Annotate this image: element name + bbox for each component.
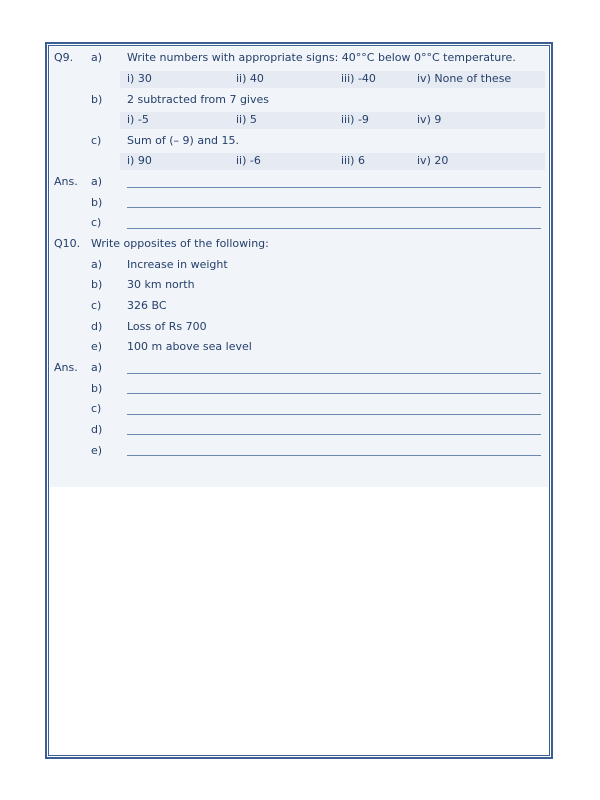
- option-row-band: [120, 112, 545, 129]
- option: i) 90: [127, 154, 152, 167]
- sub-question-text: 326 BC: [127, 299, 167, 312]
- sub-question-letter: d): [91, 320, 103, 333]
- option: ii) -6: [236, 154, 261, 167]
- answer-letter: c): [91, 216, 102, 229]
- option: iv) 9: [417, 113, 442, 126]
- option: iii) 6: [341, 154, 365, 167]
- answer-label: Ans.: [54, 361, 78, 374]
- sub-question-text: Sum of (– 9) and 15.: [127, 134, 240, 147]
- option: ii) 40: [236, 72, 264, 85]
- sub-question-text: Write numbers with appropriate signs: 40°°C below 0°°C temperature.: [127, 51, 516, 64]
- answer-letter: b): [91, 382, 103, 395]
- answer-line[interactable]: [127, 228, 541, 229]
- answer-letter: b): [91, 196, 103, 209]
- option: i) -5: [127, 113, 149, 126]
- sub-question-text: 100 m above sea level: [127, 340, 252, 353]
- sub-question-letter: c): [91, 299, 102, 312]
- option-row-band: [120, 153, 545, 170]
- option: iv) None of these: [417, 72, 512, 85]
- answer-letter: a): [91, 361, 103, 374]
- sub-question-text: Increase in weight: [127, 258, 228, 271]
- question-number-q10: Q10.: [54, 237, 81, 250]
- answer-letter: a): [91, 175, 103, 188]
- sub-question-letter: b): [91, 93, 103, 106]
- sub-question-text: 30 km north: [127, 278, 195, 291]
- question-number-q9: Q9.: [54, 51, 74, 64]
- sub-question-text: 2 subtracted from 7 gives: [127, 93, 270, 106]
- option: i) 30: [127, 72, 152, 85]
- sub-question-text: Loss of Rs 700: [127, 320, 207, 333]
- sub-question-letter: a): [91, 51, 103, 64]
- answer-line[interactable]: [127, 393, 541, 394]
- question-instruction: Write opposites of the following:: [91, 237, 269, 250]
- answer-label: Ans.: [54, 175, 78, 188]
- option: iii) -9: [341, 113, 369, 126]
- sub-question-letter: e): [91, 340, 103, 353]
- sub-question-letter: c): [91, 134, 102, 147]
- answer-line[interactable]: [127, 373, 541, 374]
- sub-question-letter: a): [91, 258, 103, 271]
- answer-letter: c): [91, 402, 102, 415]
- answer-letter: e): [91, 444, 103, 457]
- option: iii) -40: [341, 72, 376, 85]
- answer-line[interactable]: [127, 187, 541, 188]
- answer-line[interactable]: [127, 455, 541, 456]
- answer-line[interactable]: [127, 207, 541, 208]
- sub-question-letter: b): [91, 278, 103, 291]
- option: ii) 5: [236, 113, 257, 126]
- answer-letter: d): [91, 423, 103, 436]
- answer-line[interactable]: [127, 414, 541, 415]
- option: iv) 20: [417, 154, 449, 167]
- answer-line[interactable]: [127, 434, 541, 435]
